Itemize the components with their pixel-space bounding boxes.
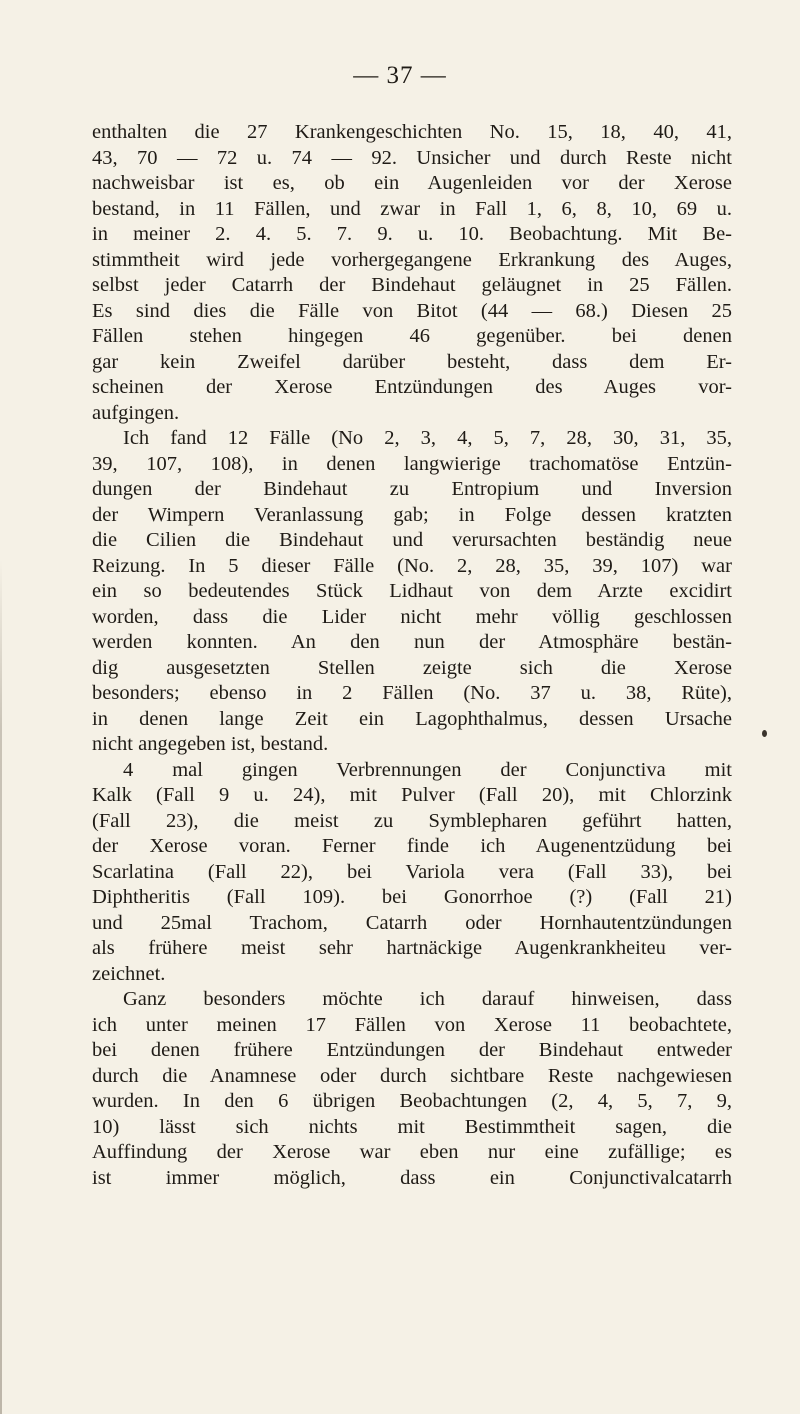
text-line: dig ausgesetzten Stellen zeigte sich die Xerose [92,656,732,679]
text-line: ein so bedeutendes Stück Lidhaut von dem Arzte excidirt [92,580,732,602]
text-line: die Cilien die Bindehaut und verursachten beständig neue [92,529,732,551]
text-line: scheinen der Xerose Entzündungen des Auges vor- [92,376,732,398]
text-line: stimmtheit wird jede vorhergegangene Erkrankung des Auges, [92,248,732,271]
text-line: nicht angegeben ist, bestand. [92,733,329,755]
text-line: Fällen stehen hingegen 46 gegenüber. bei denen [92,325,732,347]
text-line: bei denen frühere Entzündungen der Bindehaut entweder [92,1039,732,1061]
text-line: aufgingen. [92,401,180,424]
text-line: Auffindung der Xerose war eben nur eine zufällige; es [92,1141,732,1163]
text-line: 39, 107, 108), in denen langwierige trachomatöse Entzün- [92,452,732,475]
binding-shadow [0,560,2,1414]
text-line: in denen lange Zeit ein Lagophthalmus, dessen Ursache [92,707,732,730]
text-line: als frühere meist sehr hartnäckige Augenkrankheiteu ver- [92,937,732,959]
text-line: worden, dass die Lider nicht mehr völlig geschlossen [92,605,732,628]
text-line: und 25mal Trachom, Catarrh oder Hornhautentzündungen [92,911,732,934]
text-line: wurden. In den 6 übrigen Beobachtungen (2, 4, 5, 7, 9, [92,1090,732,1112]
text-line: gar kein Zweifel darüber besteht, dass dem Er- [92,350,732,373]
text-line: Ganz besonders möchte ich darauf hinweisen, dass [123,988,732,1010]
text-line: dungen der Bindehaut zu Entropium und Inversion [92,478,732,500]
text-line: Reizung. In 5 dieser Fälle (No. 2, 28, 35, 39, 107) war [92,554,732,577]
text-line: der Xerose voran. Ferner finde ich Augenentzüdung bei [92,835,732,857]
text-line: nachweisbar ist es, ob ein Augenleiden vor der Xerose [92,172,732,194]
text-line: ist immer möglich, dass ein Conjunctivalcatarrh [92,1166,732,1189]
text-line: 4 mal gingen Verbrennungen der Conjunctiva mit [123,758,732,781]
text-line: selbst jeder Catarrh der Bindehaut geläugnet in 25 Fällen. [92,274,732,296]
text-line: der Wimpern Veranlassung gab; in Folge dessen kratzten [92,503,732,526]
text-line: enthalten die 27 Krankengeschichten No. 15, 18, 40, 41, [92,121,732,143]
text-line: 10) lässt sich nichts mit Bestimmtheit sagen, die [92,1115,732,1138]
text-line: bestand, in 11 Fällen, und zwar in Fall 1, 6, 8, 10, 69 u. [92,197,732,220]
text-line: Es sind dies die Fälle von Bitot (44 — 68.) Diesen 25 [92,299,732,322]
ink-speck [762,730,767,737]
text-line: zeichnet. [92,962,166,985]
text-line: Scarlatina (Fall 22), bei Variola vera (Fall 33), bei [92,860,732,883]
text-line: (Fall 23), die meist zu Symblepharen geführt hatten, [92,809,732,832]
body-text [92,120,732,1191]
page-number: — 37 — [353,62,447,89]
text-line: ich unter meinen 17 Fällen von Xerose 11 beobachtete, [92,1013,732,1036]
text-line: Kalk (Fall 9 u. 24), mit Pulver (Fall 20), mit Chlorzink [92,784,732,806]
text-line: werden konnten. An den nun der Atmosphäre bestän- [92,631,732,653]
text-line: Diphtheritis (Fall 109). bei Gonorrhoe (?) (Fall 21) [92,886,732,908]
text-line: in meiner 2. 4. 5. 7. 9. u. 10. Beobachtung. Mit Be- [92,223,732,245]
text-line: durch die Anamnese oder durch sichtbare Reste nachgewiesen [92,1064,732,1087]
text-line: besonders; ebenso in 2 Fällen (No. 37 u. 38, Rüte), [92,682,732,704]
text-line: Ich fand 12 Fälle (No 2, 3, 4, 5, 7, 28, 30, 31, 35, [123,427,732,449]
text-line: 43, 70 — 72 u. 74 — 92. Unsicher und durch Reste nicht [92,146,732,169]
